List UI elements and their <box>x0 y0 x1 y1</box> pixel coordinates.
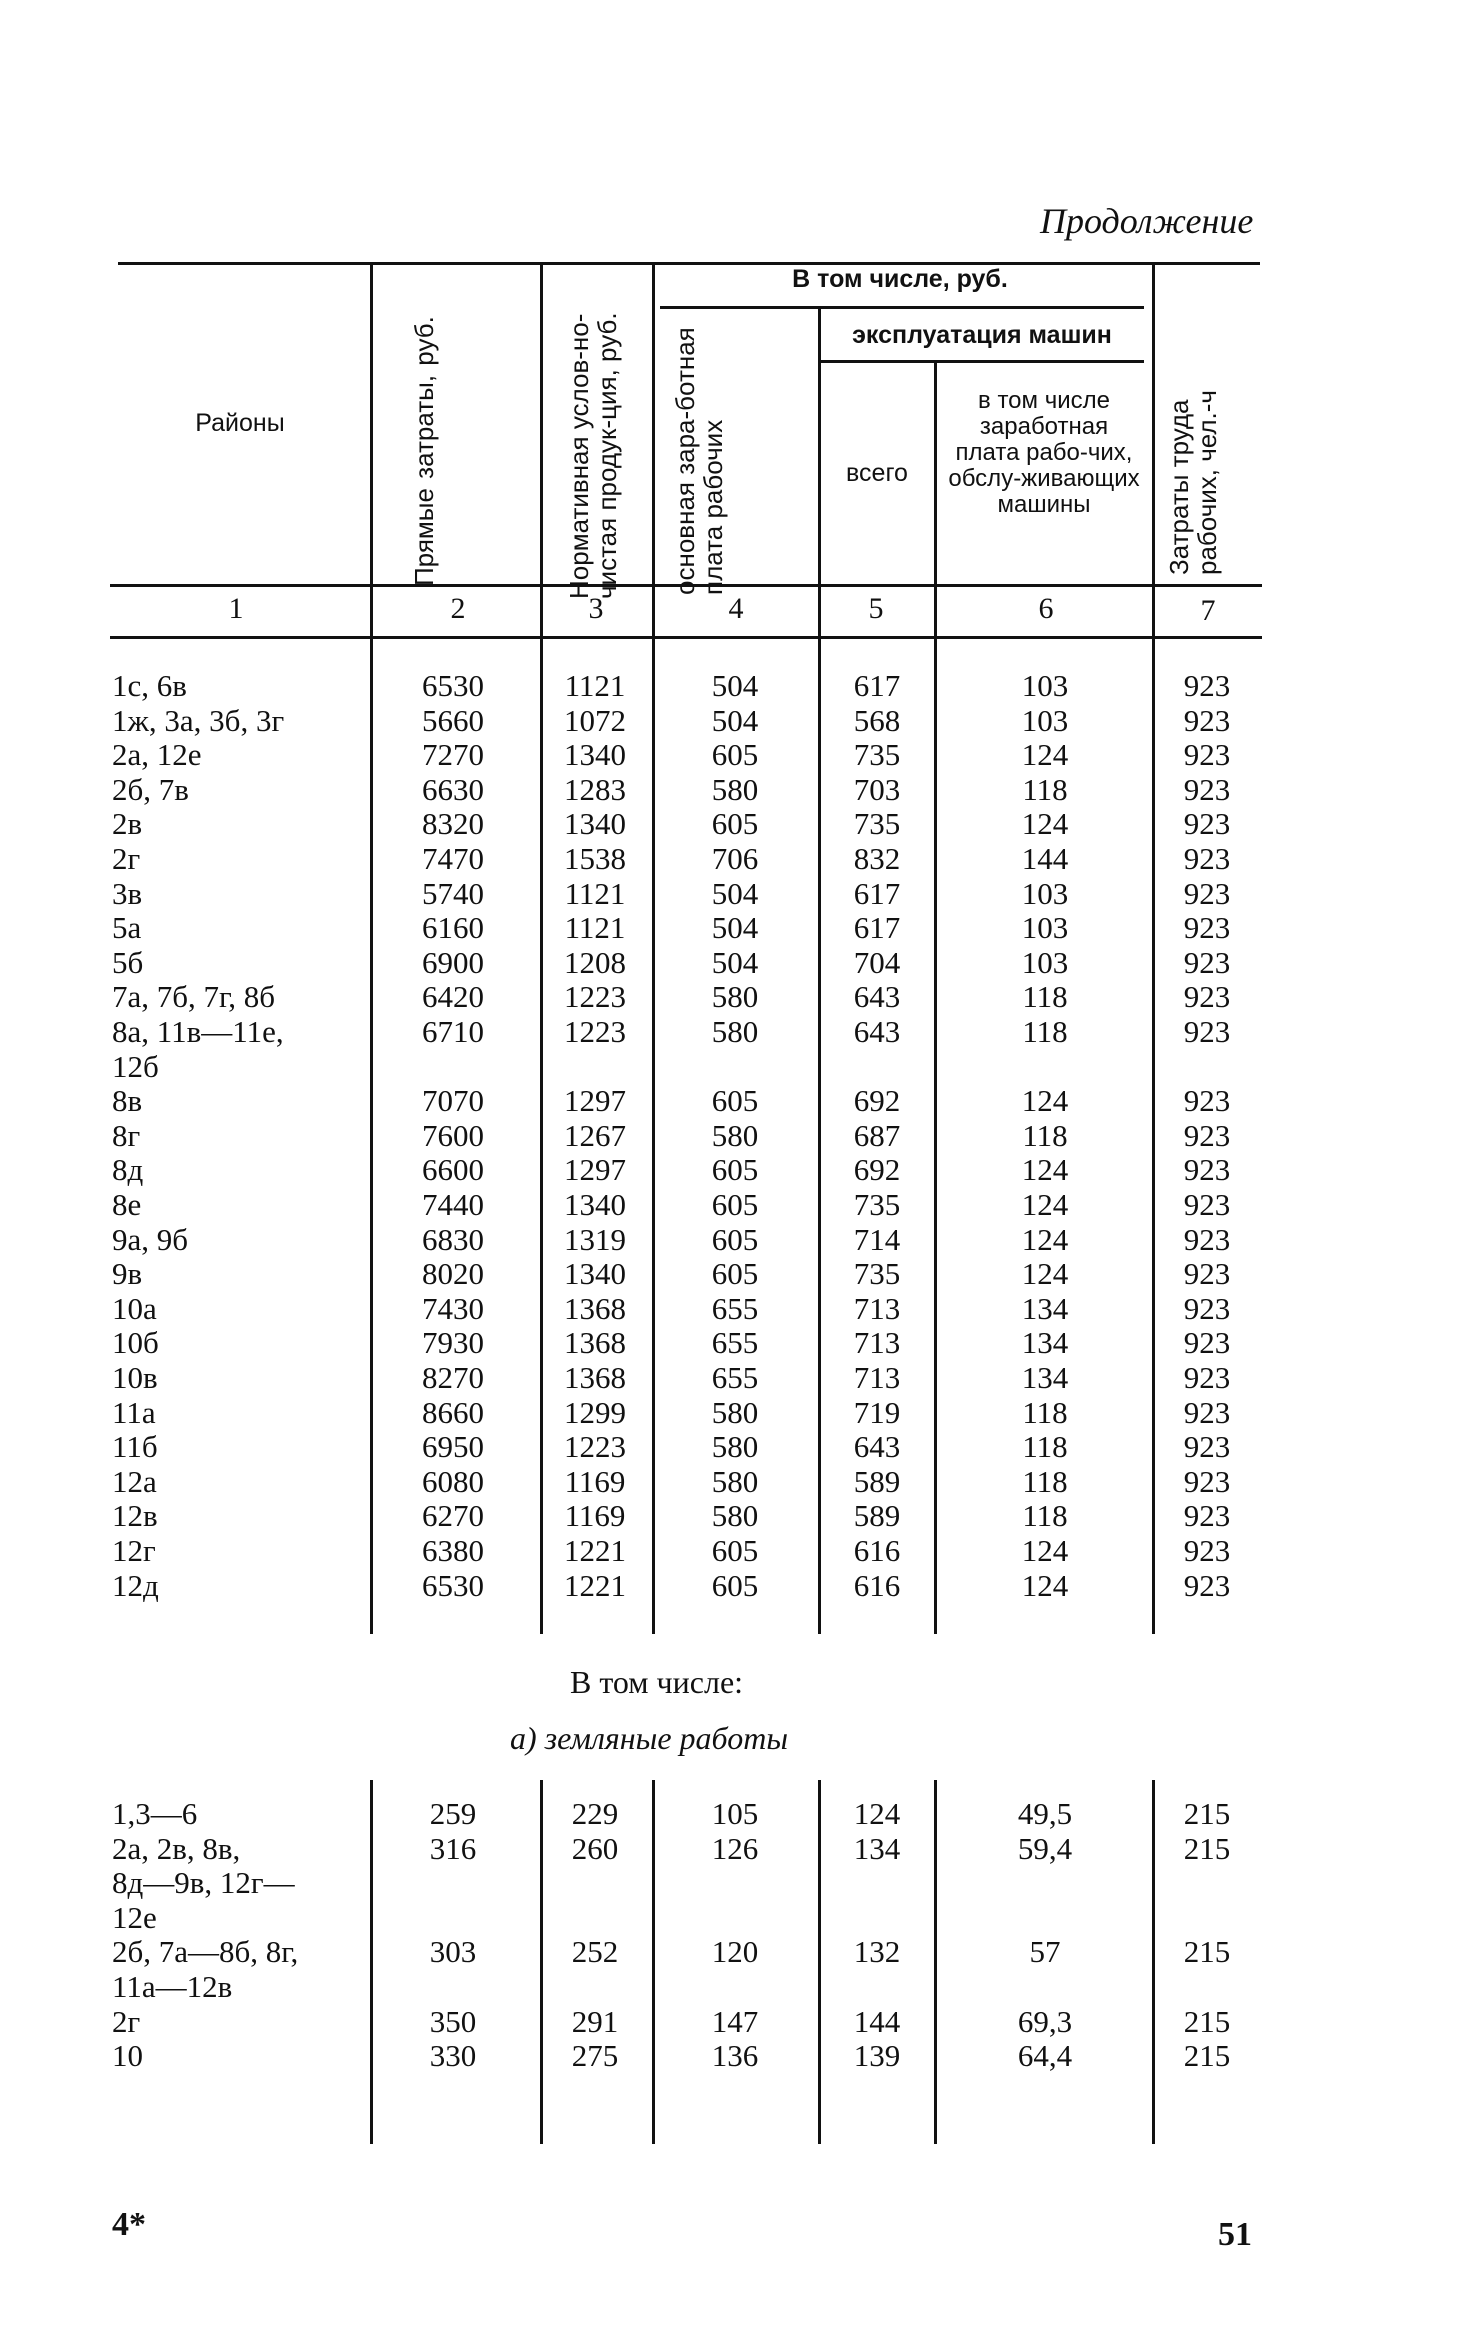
region-label: 5а <box>112 910 142 946</box>
machines-rule <box>820 360 1144 363</box>
direct-costs-cell: 7070 <box>422 1083 484 1119</box>
labor-cell: 923 <box>1183 841 1231 876</box>
labor-cell: 923 <box>1183 668 1231 703</box>
normative-cell: 291 <box>571 2003 619 2039</box>
machines-total-cell: 568 <box>853 702 901 738</box>
section-subtitle: а) земляные работы <box>510 1720 788 1756</box>
base-wage-cell: 580 <box>711 1014 759 1049</box>
direct-costs-cell: 6630 <box>422 771 484 807</box>
labor-cell: 923 <box>1183 979 1231 1015</box>
normative-cell: 1340 <box>564 806 626 842</box>
machines-total-cell: 713 <box>853 1290 901 1326</box>
labor-cell: 923 <box>1183 1187 1231 1222</box>
direct-costs-cell: 6080 <box>422 1463 484 1499</box>
machines-total-cell: 735 <box>853 1187 901 1222</box>
normative-cell: 1121 <box>564 910 626 946</box>
normative-cell: 1340 <box>564 737 626 773</box>
header-vline-5 <box>934 360 937 638</box>
normative-cell: 275 <box>571 2038 619 2074</box>
header-base-wage: основная зара-ботная плата рабочих <box>670 327 728 595</box>
region-label: 8д <box>112 1152 144 1188</box>
direct-costs-cell: 7470 <box>422 841 484 876</box>
region-label: 11а <box>112 1394 156 1430</box>
direct-costs-cell: 7600 <box>422 1117 484 1153</box>
normative-cell: 1169 <box>564 1498 626 1534</box>
direct-costs-cell: 7270 <box>422 737 484 773</box>
direct-costs-cell: 6270 <box>422 1498 484 1534</box>
machine-wage-cell: 124 <box>1021 1256 1069 1292</box>
machine-wage-cell: 103 <box>1021 875 1069 911</box>
base-wage-cell: 504 <box>711 944 759 980</box>
labor-cell: 923 <box>1183 1221 1231 1257</box>
region-label: 12а <box>112 1463 157 1499</box>
colnum-5: 5 <box>868 592 884 625</box>
machines-total-cell: 134 <box>853 1830 901 1866</box>
labor-cell: 923 <box>1183 1256 1231 1292</box>
base-wage-cell: 580 <box>711 1429 759 1465</box>
region-label: 10а <box>112 1290 157 1326</box>
header-labor: Затраты труда рабочих, чел.-ч <box>1164 390 1222 575</box>
region-label: 1,3—6 <box>112 1796 198 1831</box>
header-direct-costs: Прямые затраты, руб. <box>409 316 439 586</box>
direct-costs-cell: 316 <box>429 1830 477 1866</box>
machines-total-cell: 132 <box>853 1934 901 1970</box>
header-machine-wage: в том числе заработная плата рабо-чих, обслу-живающих машины <box>948 387 1140 518</box>
machine-wage-cell: 124 <box>1021 806 1069 842</box>
labor-cell: 923 <box>1183 1014 1231 1049</box>
direct-costs-cell: 8020 <box>422 1256 484 1292</box>
direct-costs-cell: 303 <box>429 1934 477 1970</box>
machine-wage-cell: 57 <box>1029 1934 1061 1970</box>
machines-total-cell: 714 <box>853 1221 901 1257</box>
base-wage-cell: 655 <box>711 1360 759 1395</box>
colnum-7: 7 <box>1200 594 1216 627</box>
region-label: 12г <box>112 1533 156 1568</box>
direct-costs-cell: 6380 <box>422 1533 484 1568</box>
labor-cell: 923 <box>1183 702 1231 738</box>
machines-total-cell: 643 <box>853 1014 901 1049</box>
normative-cell: 1297 <box>564 1083 626 1119</box>
machines-total-cell: 643 <box>853 979 901 1015</box>
normative-cell: 1319 <box>564 1221 626 1257</box>
base-wage-cell: 655 <box>711 1290 759 1326</box>
machines-total-cell: 735 <box>853 806 901 842</box>
base-wage-cell: 580 <box>711 1394 759 1430</box>
region-label: 8д—9в, 12г— <box>112 1865 295 1901</box>
direct-costs-cell: 7440 <box>422 1187 484 1222</box>
base-wage-cell: 120 <box>711 1934 759 1970</box>
region-label: 7а, 7б, 7г, 8б <box>112 979 276 1015</box>
machines-total-cell: 589 <box>853 1463 901 1499</box>
region-label: 1ж, 3а, 3б, 3г <box>112 702 285 738</box>
normative-cell: 1223 <box>564 1429 626 1465</box>
machine-wage-cell: 103 <box>1021 910 1069 946</box>
direct-costs-cell: 8270 <box>422 1360 484 1395</box>
normative-cell: 260 <box>571 1830 619 1866</box>
region-label: 11а—12в <box>112 1969 233 2004</box>
header-regions: Районы <box>195 409 285 437</box>
normative-cell: 1223 <box>564 1014 626 1049</box>
normative-cell: 1299 <box>564 1394 626 1430</box>
page-number: 51 <box>1218 2216 1252 2253</box>
region-label: 10в <box>112 1360 158 1395</box>
direct-costs-cell: 350 <box>429 2003 477 2039</box>
machines-total-cell: 124 <box>853 1796 901 1831</box>
normative-cell: 252 <box>571 1934 619 1970</box>
direct-costs-cell: 6530 <box>422 1567 484 1603</box>
labor-cell: 923 <box>1183 1498 1231 1534</box>
base-wage-cell: 605 <box>711 1221 759 1257</box>
labor-cell: 923 <box>1183 875 1231 911</box>
machines-total-cell: 687 <box>853 1117 901 1153</box>
base-wage-cell: 504 <box>711 910 759 946</box>
base-wage-cell: 655 <box>711 1325 759 1361</box>
header-vline-6 <box>1152 262 1155 638</box>
machines-total-cell: 832 <box>853 841 901 876</box>
machines-total-cell: 617 <box>853 668 901 703</box>
colnum-2: 2 <box>450 592 466 625</box>
direct-costs-cell: 330 <box>429 2038 477 2074</box>
machines-total-cell: 692 <box>853 1083 901 1119</box>
normative-cell: 1283 <box>564 771 626 807</box>
machine-wage-cell: 118 <box>1022 1463 1068 1499</box>
direct-costs-cell: 6830 <box>422 1221 484 1257</box>
header-vline-4 <box>818 306 821 638</box>
direct-costs-cell: 259 <box>429 1796 477 1831</box>
base-wage-cell: 605 <box>711 1152 759 1188</box>
machine-wage-cell: 134 <box>1021 1325 1069 1361</box>
labor-cell: 923 <box>1183 771 1231 807</box>
machines-total-cell: 617 <box>853 875 901 911</box>
base-wage-cell: 605 <box>711 1256 759 1292</box>
labor-cell: 923 <box>1183 1152 1231 1188</box>
header-total: всего <box>846 459 908 487</box>
direct-costs-cell: 6600 <box>422 1152 484 1188</box>
normative-cell: 1169 <box>564 1463 626 1499</box>
machine-wage-cell: 103 <box>1021 668 1069 703</box>
header-vline-1 <box>370 262 373 638</box>
base-wage-cell: 605 <box>711 737 759 773</box>
base-wage-cell: 504 <box>711 875 759 911</box>
labor-cell: 923 <box>1183 1429 1231 1465</box>
machine-wage-cell: 118 <box>1022 1394 1068 1430</box>
region-label: 2б, 7а—8б, 8г, <box>112 1934 299 1970</box>
base-wage-cell: 105 <box>711 1796 759 1831</box>
machine-wage-cell: 124 <box>1021 1083 1069 1119</box>
labor-cell: 923 <box>1183 1533 1231 1568</box>
normative-cell: 1267 <box>564 1117 626 1153</box>
normative-cell: 1340 <box>564 1187 626 1222</box>
direct-costs-cell: 5660 <box>422 702 484 738</box>
base-wage-cell: 605 <box>711 1567 759 1603</box>
normative-cell: 1208 <box>564 944 626 980</box>
direct-costs-cell: 8320 <box>422 806 484 842</box>
direct-costs-cell: 8660 <box>422 1394 484 1430</box>
region-label: 12д <box>112 1567 159 1603</box>
normative-cell: 1297 <box>564 1152 626 1188</box>
base-wage-cell: 706 <box>711 841 759 876</box>
region-label: 2г <box>112 2003 141 2039</box>
normative-cell: 1121 <box>564 875 626 911</box>
header-group-including: В том числе, руб. <box>792 265 1008 293</box>
direct-costs-cell: 6950 <box>422 1429 484 1465</box>
labor-cell: 923 <box>1183 1463 1231 1499</box>
region-label: 12е <box>112 1899 157 1935</box>
base-wage-cell: 504 <box>711 702 759 738</box>
colnum-rule <box>110 636 1262 639</box>
base-wage-cell: 605 <box>711 806 759 842</box>
region-label: 11б <box>112 1429 158 1465</box>
labor-cell: 215 <box>1183 1796 1231 1831</box>
region-label: 2г <box>112 841 141 876</box>
labor-cell: 215 <box>1183 1934 1231 1970</box>
colnum-1: 1 <box>228 592 244 625</box>
machines-total-cell: 144 <box>853 2003 901 2039</box>
normative-cell: 1340 <box>564 1256 626 1292</box>
base-wage-cell: 605 <box>711 1083 759 1119</box>
region-label: 8е <box>112 1187 142 1222</box>
base-wage-cell: 136 <box>711 2038 759 2074</box>
machine-wage-cell: 144 <box>1021 841 1069 876</box>
direct-costs-cell: 7930 <box>422 1325 484 1361</box>
normative-cell: 1221 <box>564 1533 626 1568</box>
labor-cell: 923 <box>1183 806 1231 842</box>
region-label: 2а, 2в, 8в, <box>112 1830 241 1866</box>
machines-total-cell: 704 <box>853 944 901 980</box>
labor-cell: 923 <box>1183 1394 1231 1430</box>
region-label: 9в <box>112 1256 143 1292</box>
labor-cell: 923 <box>1183 1117 1231 1153</box>
base-wage-cell: 580 <box>711 1463 759 1499</box>
labor-cell: 215 <box>1183 2038 1231 2074</box>
body-vline-1 <box>370 638 373 1634</box>
colnum-6: 6 <box>1038 592 1054 625</box>
direct-costs-cell: 7430 <box>422 1290 484 1326</box>
machine-wage-cell: 124 <box>1021 1221 1069 1257</box>
machines-total-cell: 713 <box>853 1360 901 1395</box>
machine-wage-cell: 118 <box>1022 1498 1068 1534</box>
machine-wage-cell: 124 <box>1021 1152 1069 1188</box>
machines-total-cell: 589 <box>853 1498 901 1534</box>
machines-total-cell: 735 <box>853 737 901 773</box>
region-label: 2в <box>112 806 143 842</box>
machine-wage-cell: 124 <box>1021 1533 1069 1568</box>
machine-wage-cell: 49,5 <box>1017 1796 1073 1831</box>
machine-wage-cell: 134 <box>1021 1290 1069 1326</box>
header-normative: Нормативная услов-но-чистая продук-ция, руб. <box>564 312 622 599</box>
machines-total-cell: 735 <box>853 1256 901 1292</box>
base-wage-cell: 605 <box>711 1187 759 1222</box>
base-wage-cell: 126 <box>711 1830 759 1866</box>
region-label: 5б <box>112 944 144 980</box>
group-rule <box>660 306 1144 309</box>
labor-cell: 923 <box>1183 1360 1231 1395</box>
machines-total-cell: 643 <box>853 1429 901 1465</box>
machines-total-cell: 713 <box>853 1325 901 1361</box>
normative-cell: 1368 <box>564 1360 626 1395</box>
region-label: 9а, 9б <box>112 1221 189 1257</box>
machines-total-cell: 617 <box>853 910 901 946</box>
base-wage-cell: 580 <box>711 1117 759 1153</box>
labor-cell: 215 <box>1183 1830 1231 1866</box>
colnum-3: 3 <box>588 592 604 625</box>
machines-total-cell: 703 <box>853 771 901 807</box>
labor-cell: 923 <box>1183 1325 1231 1361</box>
direct-costs-cell: 6530 <box>422 668 484 703</box>
region-label: 10б <box>112 1325 159 1361</box>
region-label: 8г <box>112 1117 141 1153</box>
labor-cell: 215 <box>1183 2003 1231 2039</box>
base-wage-cell: 580 <box>711 1498 759 1534</box>
header-vline-2 <box>540 262 543 638</box>
machines-total-cell: 692 <box>853 1152 901 1188</box>
normative-cell: 1121 <box>564 668 626 703</box>
header-machines: эксплуатация машин <box>852 321 1112 349</box>
base-wage-cell: 580 <box>711 979 759 1015</box>
machine-wage-cell: 134 <box>1021 1360 1069 1395</box>
region-label: 10 <box>112 2038 143 2074</box>
direct-costs-cell: 6160 <box>422 910 484 946</box>
base-wage-cell: 504 <box>711 668 759 703</box>
region-label: 8в <box>112 1083 143 1119</box>
machine-wage-cell: 124 <box>1021 1187 1069 1222</box>
region-label: 8а, 11в—11е, <box>112 1014 284 1049</box>
base-wage-cell: 580 <box>711 771 759 807</box>
machine-wage-cell: 103 <box>1021 944 1069 980</box>
machine-wage-cell: 124 <box>1021 1567 1069 1603</box>
direct-costs-cell: 6710 <box>422 1014 484 1049</box>
normative-cell: 1538 <box>564 841 626 876</box>
normative-cell: 1223 <box>564 979 626 1015</box>
labor-cell: 923 <box>1183 737 1231 773</box>
footer-mark: 4* <box>112 2206 146 2243</box>
body2-vline-1 <box>370 1780 373 2144</box>
machines-total-cell: 719 <box>853 1394 901 1430</box>
machine-wage-cell: 124 <box>1021 737 1069 773</box>
labor-cell: 923 <box>1183 1567 1231 1603</box>
region-label: 12б <box>112 1048 159 1084</box>
machines-total-cell: 616 <box>853 1533 901 1568</box>
header-top-rule <box>118 262 1260 265</box>
machine-wage-cell: 103 <box>1021 702 1069 738</box>
region-label: 2б, 7в <box>112 771 189 807</box>
base-wage-cell: 147 <box>711 2003 759 2039</box>
continuation-label: Продолжение <box>1040 201 1254 241</box>
machines-total-cell: 139 <box>853 2038 901 2074</box>
machine-wage-cell: 118 <box>1022 1117 1068 1153</box>
direct-costs-cell: 5740 <box>422 875 484 911</box>
labor-cell: 923 <box>1183 1083 1231 1119</box>
machines-total-cell: 616 <box>853 1567 901 1603</box>
region-label: 1с, 6в <box>112 668 187 703</box>
region-label: 2а, 12е <box>112 737 202 773</box>
labor-cell: 923 <box>1183 1290 1231 1326</box>
normative-cell: 1368 <box>564 1290 626 1326</box>
direct-costs-cell: 6900 <box>422 944 484 980</box>
labor-cell: 923 <box>1183 910 1231 946</box>
normative-cell: 229 <box>571 1796 619 1831</box>
machine-wage-cell: 69,3 <box>1017 2003 1073 2039</box>
normative-cell: 1072 <box>564 702 626 738</box>
normative-cell: 1221 <box>564 1567 626 1603</box>
machine-wage-cell: 118 <box>1022 1429 1068 1465</box>
machine-wage-cell: 59,4 <box>1017 1830 1073 1866</box>
region-label: 12в <box>112 1498 158 1534</box>
machine-wage-cell: 118 <box>1022 771 1068 807</box>
direct-costs-cell: 6420 <box>422 979 484 1015</box>
colnum-4: 4 <box>728 592 744 625</box>
base-wage-cell: 605 <box>711 1533 759 1568</box>
normative-cell: 1368 <box>564 1325 626 1361</box>
labor-cell: 923 <box>1183 944 1231 980</box>
region-label: 3в <box>112 875 143 911</box>
machine-wage-cell: 118 <box>1022 979 1068 1015</box>
machine-wage-cell: 64,4 <box>1017 2038 1073 2074</box>
section-including: В том числе: <box>570 1664 744 1700</box>
machine-wage-cell: 118 <box>1022 1014 1068 1049</box>
